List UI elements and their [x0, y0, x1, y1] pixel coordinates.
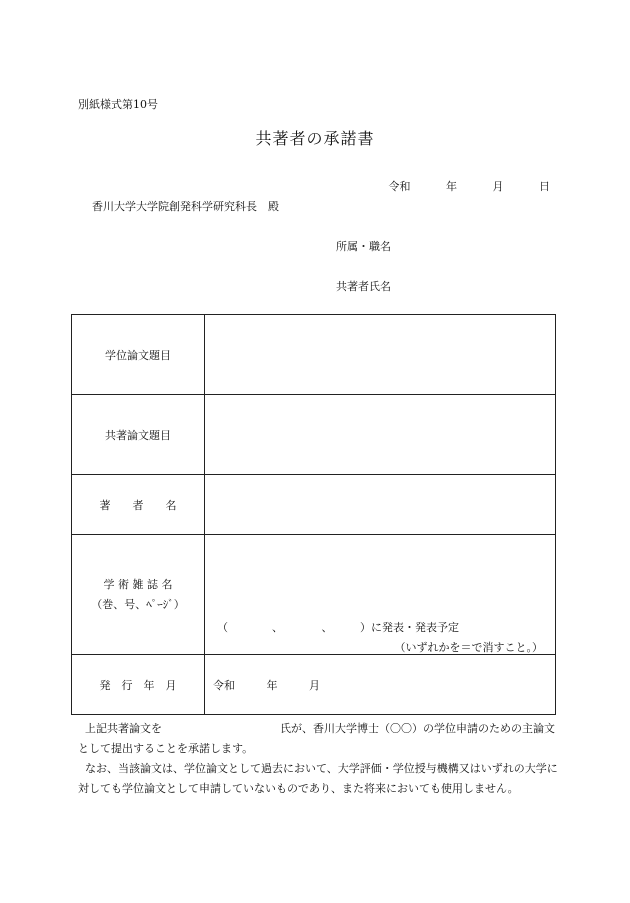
- journal-label-line1: 学 術 雑 誌 名: [103, 577, 173, 591]
- table-row: [72, 475, 556, 535]
- date-month: 月: [492, 180, 504, 193]
- publication-line: （ 、 、 ）に発表・発表予定: [217, 621, 459, 634]
- table-row: [72, 315, 556, 395]
- date-line: [384, 178, 551, 194]
- date-era: 令和: [388, 180, 411, 193]
- table-row: [72, 655, 556, 715]
- date-year: 年: [446, 180, 457, 193]
- table-row: [72, 395, 556, 475]
- publication-note: （いずれかを＝で消すこと。）: [394, 641, 543, 654]
- journal-label: [72, 535, 205, 655]
- coauthored-title-field[interactable]: [205, 395, 556, 475]
- form-number: 別紙様式第10号: [78, 98, 158, 111]
- consent-paragraph-end: 氏が、香川大学博士（〇〇）の学位申請のための主論文として提出することを承諾します。: [78, 722, 555, 755]
- coauthor-name-label: 共著者氏名: [336, 280, 391, 293]
- date-day: 日: [539, 180, 550, 193]
- note-paragraph-text: なお、当該論文は、学位論文として過去において、大学評価・学位授与機構又はいずれの大学に対しても学位論文として申請していないものであり、また将来においても使用しません。: [78, 762, 558, 795]
- journal-field[interactable]: [205, 535, 556, 655]
- addressee: 香川大学大学院創発科学研究科長 殿: [92, 200, 279, 213]
- coauthored-title-label: 共著論文題目: [72, 395, 205, 475]
- issue-year: 年: [266, 678, 278, 692]
- issue-era: 令和: [213, 678, 235, 692]
- document-title: 共著者の承諾書: [255, 129, 375, 148]
- affiliation-label: 所属・職名: [336, 240, 391, 253]
- thesis-title-label: 学位論文題目: [72, 315, 205, 395]
- authors-field[interactable]: [205, 475, 556, 535]
- note-paragraph: [78, 759, 558, 799]
- issue-date-label: 発 行 年 月: [72, 655, 205, 715]
- consent-form-table: [71, 314, 556, 715]
- authors-label: 著 者 名: [72, 475, 205, 535]
- consent-paragraph: [78, 719, 558, 759]
- table-row: [72, 535, 556, 655]
- issue-date-field[interactable]: [205, 655, 556, 715]
- consent-paragraph-start: 上記共著論文を: [85, 722, 162, 735]
- thesis-title-field[interactable]: [205, 315, 556, 395]
- journal-label-line2: （巻、号、ﾍﾟｰｼﾞ）: [91, 597, 185, 611]
- issue-month: 月: [309, 678, 320, 692]
